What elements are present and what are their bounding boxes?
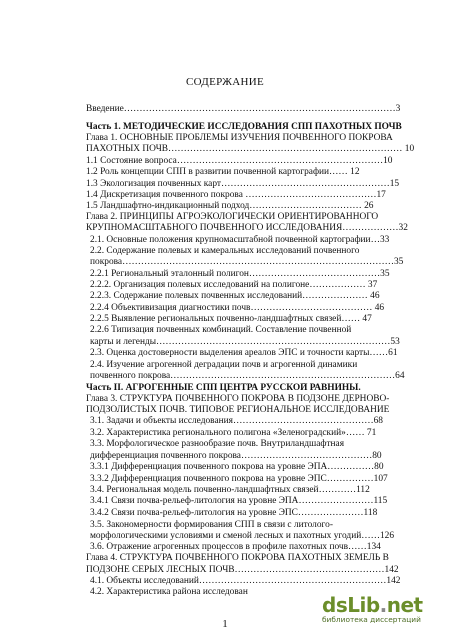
toc-line: Глава 3. СТРУКТУРА ПОЧВЕННОГО ПОКРОВА В ПОДЗОНЕ ДЕРНОВО- [86,394,390,404]
toc-line: 2.1. Основные положения крупномасштабной почвенной картографии…33 [90,235,390,245]
toc-line: ПАХОТНЫХ ПОЧВ………………………………………………………………… 10 [86,144,415,154]
toc-line: 3.3. Морфологическое разнообразие почв. Внутриландшафтная [90,439,345,449]
toc-line: 2.2.4 Объективизация диагностики почв………………………………… 46 [90,303,385,313]
toc-line: ПОДЗОНЕ СЕРЫХ ЛЕСНЫХ ПОЧВ…………………………………………142 [86,565,399,575]
toc-line: 3.4.1 Связи почва-рельеф-литология на уровне ЭПА……………………115 [90,496,388,506]
toc-line: 3.6. Отражение агрогенных процессов в профиле пахотных почв……134 [90,542,381,552]
toc-line: 3.1. Задачи и объекты исследования………………………………………68 [90,416,383,426]
toc-line: 3.5. Закономерности формирования СПП в связи с литолого- [90,520,333,530]
toc-line: почвенного покрова………………………………………………………………64 [90,371,405,381]
toc-line: Часть II. АГРОГЕННЫЕ СПП ЦЕНТРА РУССКОЙ РАВНИНЫ. [86,383,361,393]
toc-line: 2.2.2. Организация полевых исследований на полигоне……………… 37 [90,280,378,290]
toc-line: 3.4. Региональная модель почвенно-ландшафтных связей…………112 [90,485,370,495]
toc-line: карты и легенды…………………………………………………………………53 [90,337,400,347]
toc-line: 3.4.2 Связи почва-рельеф-литология на уровне ЭПС…………………118 [90,508,378,518]
page-title: СОДЕРЖАНИЕ [185,76,265,88]
toc-line: покрова……………………………………………………………………………35 [90,257,404,267]
toc-line: 2.2.5 Выявление региональных почвенно-ландшафтных связей…… 47 [90,314,372,324]
toc-line: 1.1 Состояние вопроса…………………………………………………………10 [86,156,393,166]
toc-line: Введение……………………………………………………………………………3 [86,104,401,114]
toc-line: 3.3.1 Дифференциация почвенного покрова на уровне ЭПА……………80 [90,462,384,472]
toc-line: морфологическими условиями и сменой лесных и пахотных угодий……126 [90,531,395,541]
watermark-subtitle: библиотека диссертаций [322,615,421,624]
toc-line: 1.2 Роль концепции СПП в развитии почвенной картографии…… 12 [86,167,360,177]
toc-line: 1.5 Ландшафтно-индикационный подход……………………………… 26 [86,201,374,211]
toc-line: 4.2. Характеристика района исследован [90,587,248,597]
toc-line: 2.2. Содержание полевых и камеральных исследований почвенного [90,246,360,256]
toc-line: 1.3 Экологизация почвенных карт………………………………………………15 [86,179,400,189]
toc-line: 3.3.2 Дифференциация почвенного покрова на уровне ЭПС……………107 [90,474,388,484]
toc-line: 2.4. Изучение агрогенной деградации почв и агрогенной динамики [90,360,358,370]
toc-line: Глава 2. ПРИНЦИПЫ АГРОЭКОЛОГИЧЕСКИ ОРИЕНТИРОВАННОГО [86,212,379,222]
toc-line: 2.3. Оценка достоверности выделения ареалов ЭПС и точности карты……61 [90,348,398,358]
toc-line: дифференциация почвенного покрова……………………………………80 [90,451,382,461]
watermark-logo: dsLib.net [322,593,423,617]
toc-line: Глава 4. СТРУКТУРА ПОЧВЕННОГО ПОКРОВА ПАХОТНЫХ ЗЕМЕЛЬ В [86,553,389,563]
toc-line: 2.2.1 Региональный эталонный полигон……………………………………35 [90,269,390,279]
toc-line: ПОДЗОЛИСТЫХ ПОЧВ. ТИПОВОЕ РЕГИОНАЛЬНОЕ ИССЛЕДОВАНИЕ [86,405,390,415]
page-number: 1 [222,618,228,630]
toc-line: Глава 1. ОСНОВНЫЕ ПРОБЛЕМЫ ИЗУЧЕНИЯ ПОЧВЕННОГО ПОКРОВА [86,133,393,143]
toc-line: 4.1. Объекты исследований……………………………………………………142 [90,576,401,586]
toc-line: 2.2.6 Типизация почвенных комбинаций. Составление почвенной [90,325,352,335]
toc-line: Часть 1. МЕТОДИЧЕСКИЕ ИССЛЕДОВАНИЯ СПП ПАХОТНЫХ ПОЧВ [86,122,402,132]
toc-line: 1.4 Дискретизация почвенного покрова ……………………………………17 [86,190,386,200]
toc-line: КРУПНОМАСШТАБНОГО ПОЧВЕННОГО ИССЛЕДОВАНИЯ………………32 [86,223,408,233]
toc-line: 2.2.3. Содержание полевых почвенных исследований………………… 46 [90,291,380,301]
watermark [322,593,442,633]
toc-line: 3.2. Характеристика регионального полигона «Зеленоградский»…… 71 [90,428,377,438]
